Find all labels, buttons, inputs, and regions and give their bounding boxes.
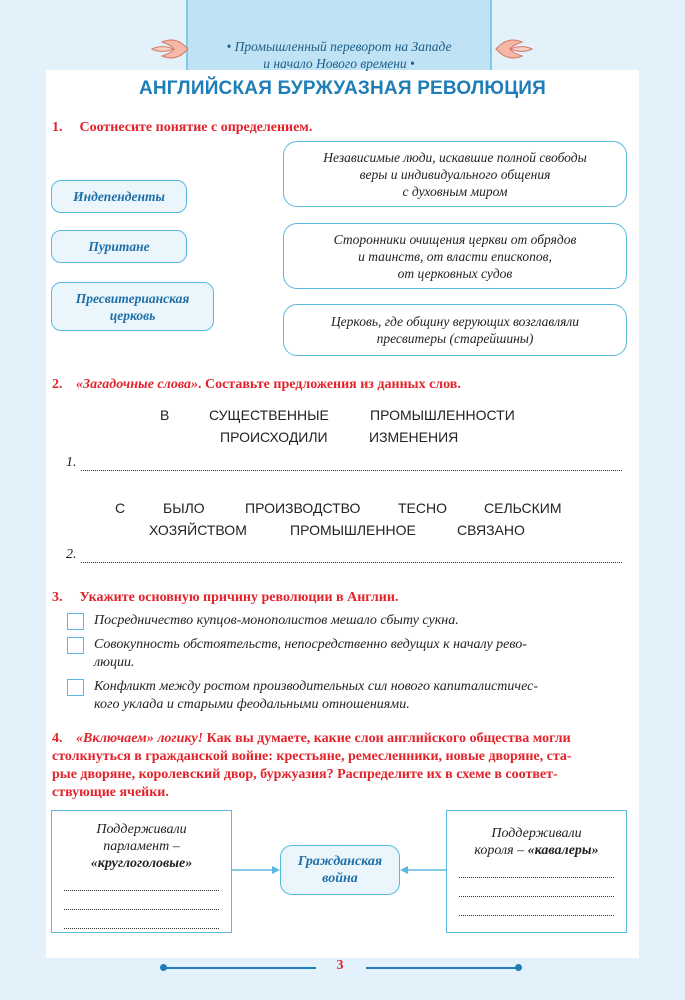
word-s2-8: СВЯЗАНО [457, 522, 525, 538]
parliament-line-2: парламент – [103, 839, 180, 854]
q3-option-3-line-2: кого уклада и старыми феодальными отношениями. [94, 697, 410, 712]
footer-dot-left [160, 964, 167, 971]
concept-box-2[interactable]: Пуритане [51, 230, 187, 263]
q2-number: 2. [52, 377, 63, 392]
q3-option-2-line-2: люции. [94, 655, 135, 670]
word-s1-2: СУЩЕСТВЕННЫЕ [209, 407, 329, 423]
definition-3-line-1: Церковь, где общину верующих возглавляли [330, 314, 580, 329]
footer-line-right [366, 967, 518, 969]
running-header: • Промышленный переворот на Западе и начало Нового времени • [226, 39, 452, 71]
word-s2-1: С [115, 500, 126, 516]
definition-1-line-3: с духовным миром [402, 183, 508, 199]
king-line-3: «кавалеры» [527, 843, 599, 858]
footer-line-left [166, 967, 316, 969]
q1-text: Соотнесите понятие с определением. [79, 120, 313, 135]
definition-1-line-2: веры и индивидуального общения [359, 166, 551, 182]
q1-number: 1. [52, 120, 63, 135]
word-s2-2: БЫЛО [163, 500, 205, 516]
civil-war-line-1: Гражданская [297, 854, 383, 869]
q2-title: «Загадочные слова» [76, 377, 198, 392]
q2-text: . Составьте предложения из данных слов. [197, 377, 461, 392]
q4-line-1: Как вы думаете, какие слои английского общества могли [203, 731, 571, 746]
header-line-1: Промышленный переворот на Западе [234, 39, 452, 54]
q4-line-3: рые дворяне, королевский двор, буржуазия? Распределите их в схеме в соответ- [52, 767, 558, 782]
definition-2-line-1: Сторонники очищения церкви от обрядов [333, 231, 577, 247]
concept-box-3[interactable]: Пресвитерианская церковь [51, 282, 214, 331]
word-s2-6: ХОЗЯЙСТВОМ [149, 522, 247, 538]
word-s2-5: СЕЛЬСКИМ [484, 500, 562, 516]
page-number: 3 [336, 958, 344, 973]
definition-2-line-2: и таинств, от власти епископов, [358, 248, 552, 264]
q4-line-2: столкнуться в гражданской войне: крестьяне, ремесленники, новые дворяне, ста- [52, 749, 572, 764]
left-arrow-head [272, 866, 280, 874]
word-s2-4: ТЕСНО [398, 500, 447, 516]
q4-line-4: ствующие ячейки. [52, 785, 169, 800]
definition-3-line-2: пресвитеры (старейшины) [376, 331, 534, 346]
word-s1-5: ИЗМЕНЕНИЯ [369, 429, 459, 445]
word-s2-7: ПРОМЫШЛЕННОЕ [290, 522, 416, 538]
q3-number: 3. [52, 590, 63, 605]
parliament-line-1: Поддерживали [96, 822, 187, 837]
word-s2-3: ПРОИЗВОДСТВО [245, 500, 361, 516]
word-s1-3: ПРОМЫШЛЕННОСТИ [370, 407, 515, 423]
q3-text: Укажите основную причину революции в Англии. [79, 590, 399, 605]
concept-box-1[interactable]: Индепенденты [51, 180, 187, 213]
q3-option-3-line-1: Конфликт между ростом производительных сил нового капиталистичес- [94, 679, 538, 694]
q4-lead: «Включаем» логику! [76, 731, 204, 746]
word-s1-4: ПРОИСХОДИЛИ [220, 429, 328, 445]
answer-line-2-label: 2. [66, 547, 77, 562]
definition-2-line-3: от церковных судов [397, 265, 513, 281]
king-line-1: Поддерживали [491, 826, 582, 841]
q4-number: 4. [52, 731, 63, 746]
answer-line-1-label: 1. [66, 455, 77, 470]
definition-1-line-1: Независимые люди, искавшие полной свободы [323, 149, 587, 165]
parliament-line-3: «круглоголовые» [90, 856, 193, 871]
king-line-2: короля – [474, 843, 525, 858]
right-arrow-head [400, 866, 408, 874]
page-title: АНГЛИЙСКАЯ БУРЖУАЗНАЯ РЕВОЛЮЦИЯ [138, 78, 547, 99]
q3-option-2-line-1: Совокупность обстоятельств, непосредственно ведущих к началу рево- [94, 637, 527, 652]
q3-option-1-text: Посредничество купцов-монополистов мешало сбыту сукна. [94, 613, 459, 628]
civil-war-line-2: война [322, 871, 358, 886]
header-line-2: и начало Нового времени [263, 56, 407, 71]
word-s1-1: В [160, 407, 170, 423]
footer-dot-right [515, 964, 522, 971]
